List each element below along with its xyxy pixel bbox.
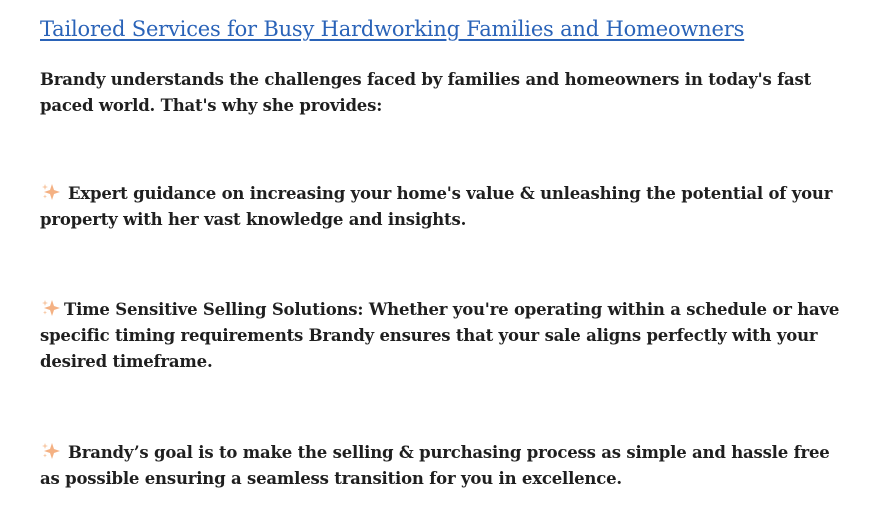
- sparkles-icon: [40, 442, 62, 460]
- service-item-expert-guidance: [40, 181, 845, 233]
- sparkles-icon: [40, 183, 62, 201]
- service-item-text: Expert guidance on increasing your home's value & unleashing the potential of your property with her vast knowledge and insights.: [40, 184, 833, 229]
- service-item-text: Time Sensitive Selling Solutions: Whether you're operating within a schedule or have specific timing requirements Brandy ensures that your sale aligns perfectly with your desired timeframe.: [40, 300, 840, 371]
- service-item-time-sensitive: [40, 297, 845, 375]
- service-item-goal: [40, 440, 845, 492]
- sparkles-icon: [40, 299, 62, 317]
- section-title-link[interactable]: Tailored Services for Busy Hardworking Families and Homeowners: [40, 17, 745, 41]
- intro-paragraph: Brandy understands the challenges faced by families and homeowners in today's fast paced world. That's why she provides:: [40, 70, 812, 115]
- service-item-text: Brandy’s goal is to make the selling & purchasing process as simple and hassle free as possible ensuring a seamless transition for you in excellence.: [40, 443, 830, 488]
